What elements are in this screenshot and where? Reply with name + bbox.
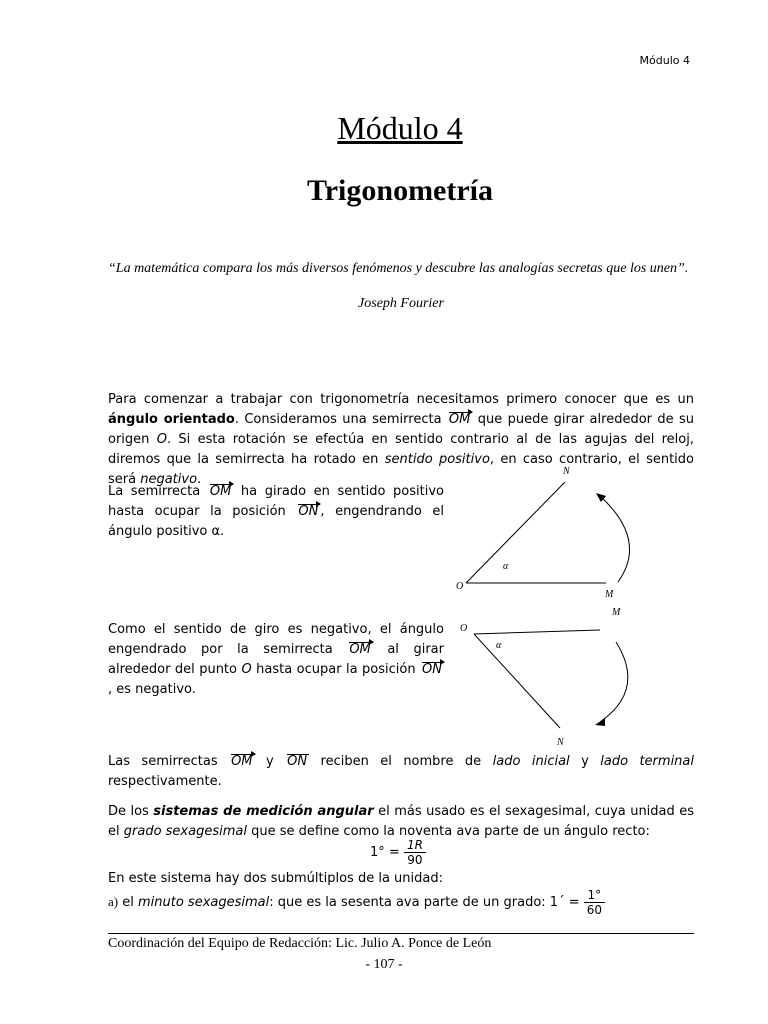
positive-angle-diagram — [450, 460, 700, 610]
point-n-label: N — [563, 466, 570, 477]
intro-paragraph: Para comenzar a trabajar con trigonometría necesitamos primero conocer que es un ángulo orientado. Consideramos una semirrecta OM que puede girar alrededor de su origen O. Si esta rotación se efectúa en sentido contrario al de las agujas del reloj, diremos que la semirrecta ha rotado en sentido positivo, en caso contrario, el sentido será negativo. — [108, 392, 694, 487]
sides-paragraph: Las semirrectas OM y ON reciben el nombre de lado inicial y lado terminal respectivamente. — [108, 754, 694, 789]
chapter-title: Trigonometría — [306, 174, 494, 207]
footer-coordination: Coordinación del Equipo de Redacción: Lic. Julio A. Ponce de León — [108, 936, 492, 951]
point-m-label: M — [612, 607, 621, 618]
positive-angle-text: La semirrecta OM ha girado en sentido positivo hasta ocupar la posición ON , engendrando el ángulo positivo α. — [108, 484, 444, 539]
negative-angle-text: Como el sentido de giro es negativo, el ángulo engendrado por la semirrecta OM al girar alrededor del punto O hasta ocupar la posición ON, es negativo. — [108, 622, 444, 697]
item-a-minute: a) el minuto sexagesimal: que es la sesenta ava parte de un grado: 1´ = $\frac{1^\circ}{60}$ — [108, 888, 694, 917]
alpha-label: α — [503, 561, 509, 572]
footer-divider — [108, 933, 694, 934]
page-number: - 107 - — [365, 957, 403, 972]
epigraph-quote: “La matemática compara los más diversos fenómenos y descubre las analogías secretas que los unen”. — [108, 261, 689, 276]
point-o-label: O — [460, 623, 468, 634]
alpha-label: α — [496, 640, 502, 651]
epigraph-author: Joseph Fourier — [358, 296, 444, 311]
degree-formula: 1° = $\frac{1R}{90}$ — [370, 838, 426, 867]
point-m-label: M — [605, 589, 614, 600]
point-n-label: N — [557, 737, 564, 748]
systems-paragraph: De los sistemas de medición angular el más usado es el sexagesimal, cuya unidad es el grado sexagesimal que se define como la noventa ava parte de un ángulo recto: — [108, 804, 694, 839]
submultiples-text: En este sistema hay dos submúltiplos de la unidad: — [108, 871, 443, 886]
negative-angle-diagram — [450, 600, 700, 750]
module-title: Módulo 4 — [337, 110, 463, 146]
vector-om: OM — [447, 410, 472, 430]
point-o-label: O — [456, 581, 464, 592]
running-header: Módulo 4 — [639, 54, 690, 67]
